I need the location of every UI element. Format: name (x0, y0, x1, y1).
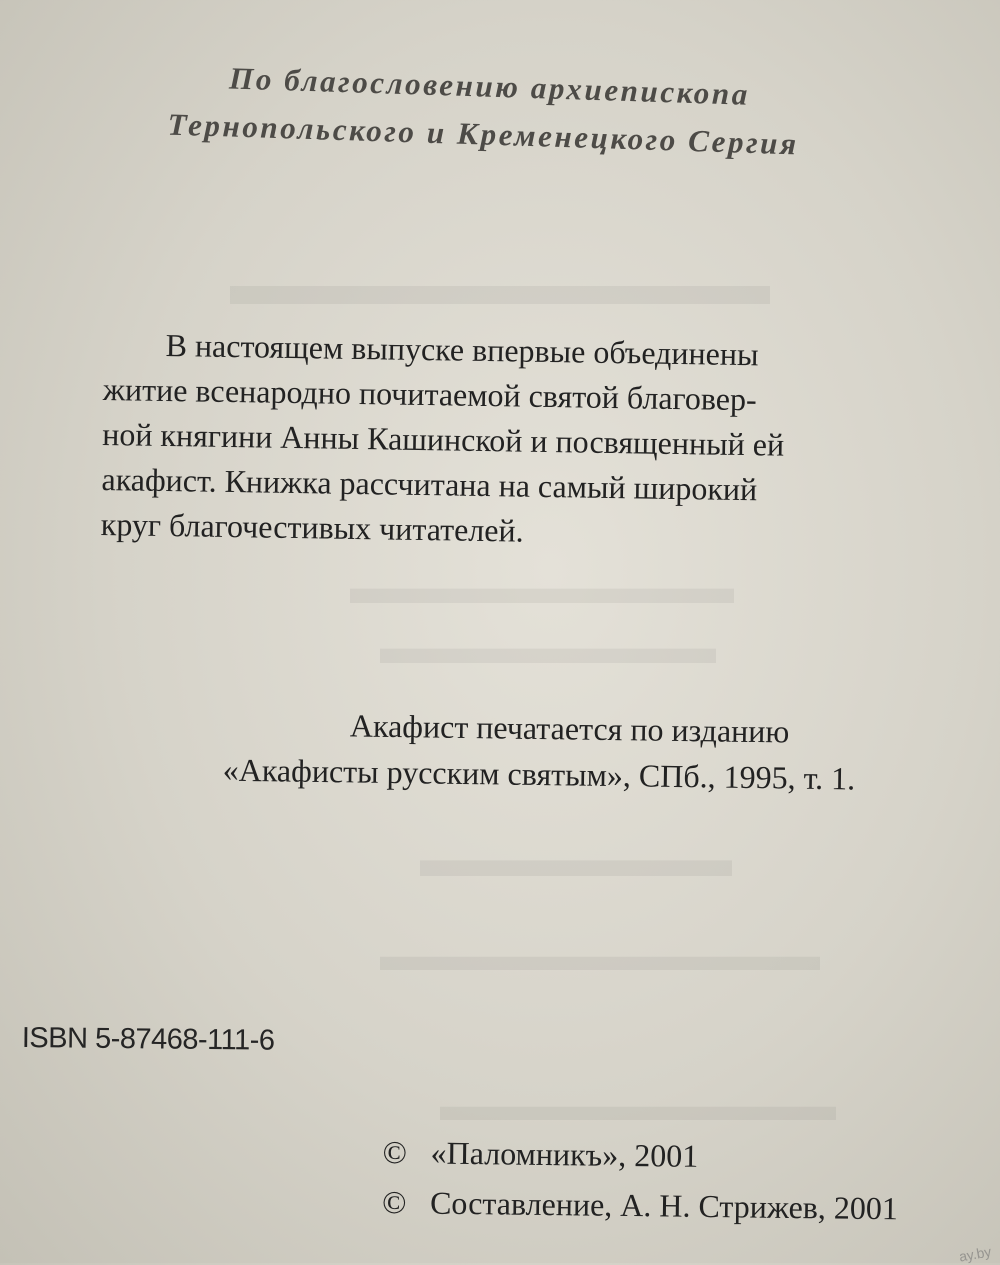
blessing-line-2: Тернопольского и Кременецкого Сергия (167, 106, 800, 162)
source-line-1: Акафист печатается по изданию (349, 707, 790, 750)
abstract-line: круг благочестивых читателей. (100, 505, 524, 549)
show-through-decoration: ▬▬▬▬▬▬▬▬▬▬ (380, 931, 820, 980)
copyright-publisher-text: «Паломникъ», 2001 (430, 1134, 699, 1174)
copyright-compiler-text: Составление, А. Н. Стрижев, 2001 (429, 1184, 899, 1227)
abstract-line: акафист. Книжка рассчитана на самый широкий (101, 460, 758, 508)
copyright-symbol: © (382, 1133, 408, 1171)
source-line-2: «Акафисты русским святым», СПб., 1995, т. 1. (222, 751, 856, 797)
show-through-decoration: ▬▬▬▬▬▬▬▬▬ (230, 251, 770, 317)
blessing-line-1: По благословению архиепископа (228, 60, 751, 112)
abstract-paragraph (100, 322, 913, 560)
copyright-block (382, 1127, 983, 1234)
blessing-heading (147, 52, 910, 172)
site-watermark: ay.by (957, 1243, 992, 1265)
abstract-line: житие всенародно почитаемой святой благовер- (102, 370, 757, 418)
show-through-decoration: ▬▬▬▬▬▬▬ (380, 621, 716, 674)
abstract-line: ной княгини Анны Кашинской и посвященный ей (101, 415, 785, 463)
show-through-decoration: ▬▬▬▬▬▬▬▬▬ (440, 1081, 836, 1130)
copyright-publisher (382, 1127, 983, 1184)
show-through-decoration: ▬▬▬▬▬▬▬▬ (350, 561, 734, 614)
copyright-compiler (382, 1177, 983, 1234)
isbn-number: ISBN 5-87468-111-6 (21, 1022, 275, 1057)
copyright-symbol: © (381, 1183, 407, 1221)
source-note (179, 700, 900, 802)
abstract-line: В настоящем выпуске впервые объединены (165, 326, 759, 373)
show-through-decoration: ▬▬▬▬▬▬ (420, 831, 732, 888)
